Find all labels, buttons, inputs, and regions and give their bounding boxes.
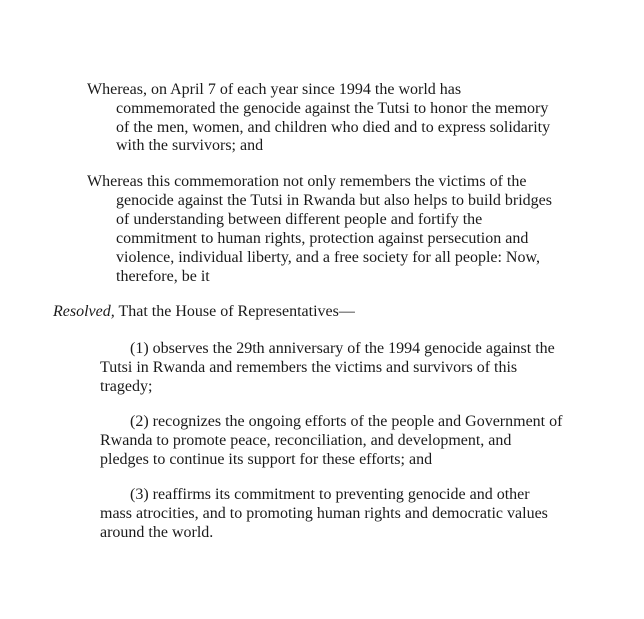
text-line: with the survivors; and: [116, 137, 264, 154]
text-line: pledges to continue its support for these efforts; and: [100, 451, 433, 468]
text-line: mass atrocities, and to promoting human rights and democratic values: [100, 505, 548, 522]
text-line: violence, individual liberty, and a free society for all people: Now,: [116, 249, 540, 266]
text-line: around the world.: [100, 524, 214, 541]
text-line: Tutsi in Rwanda and remembers the victims and survivors of this: [100, 359, 518, 376]
text-line: commitment to human rights, protection against persecution and: [116, 230, 529, 247]
text-line: Rwanda to promote peace, reconciliation, and development, and: [100, 432, 512, 449]
text-line: commemorated the genocide against the Tutsi to honor the memory: [116, 100, 549, 117]
text-line: (3) reaffirms its commitment to preventing genocide and other: [130, 486, 530, 503]
resolved-label: Resolved,: [53, 303, 115, 320]
text-line: (2) recognizes the ongoing efforts of the people and Government of: [130, 413, 563, 430]
resolved-clause: [53, 302, 355, 321]
text-line: Whereas, on April 7 of each year since 1994 the world has: [87, 81, 462, 98]
text-line: genocide against the Tutsi in Rwanda but also helps to build bridges: [116, 192, 552, 209]
text-line: tragedy;: [100, 378, 153, 395]
text-line: (1) observes the 29th anniversary of the 1994 genocide against the: [130, 340, 555, 357]
text-line: Whereas this commemoration not only remembers the victims of the: [87, 173, 527, 190]
text-line: therefore, be it: [116, 268, 210, 285]
text-line: of the men, women, and children who died and to express solidarity: [116, 119, 551, 136]
resolved-text: That the House of Representatives—: [114, 303, 355, 320]
text-line: of understanding between different people and fortify the: [116, 211, 483, 228]
